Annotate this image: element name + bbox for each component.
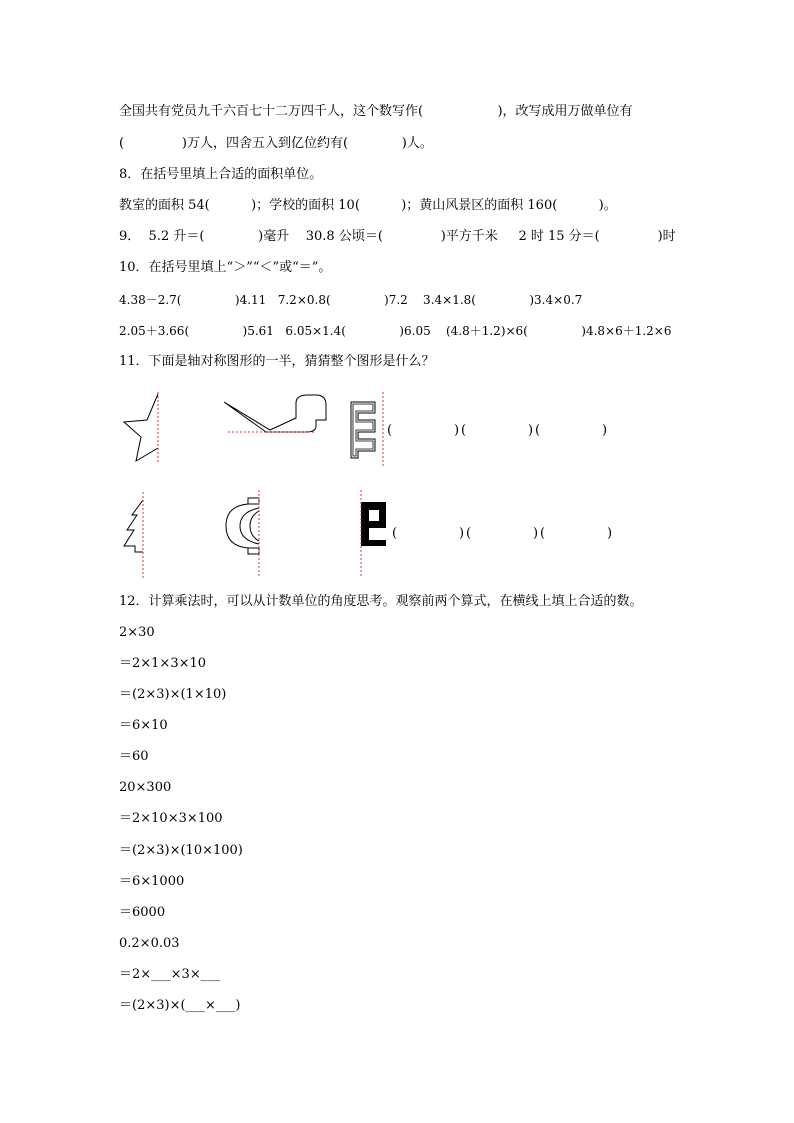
q12-line: ＝(2×3)×(1×10) [119,687,227,702]
q12-fill-line[interactable]: ＝(2×3)×(___×___) [119,998,241,1013]
half-bold-glyph-figure [361,490,386,578]
q12-line: ＝6×1000 [119,874,185,889]
q12-line: 0.2×0.03 [119,936,180,951]
half-tree-figure [124,492,143,578]
q12-heading: 12．计算乘法时，可以从计数单位的角度思考。观察前两个算式，在横线上填上合适的数。 [119,594,643,609]
q11-blank-6[interactable]: ( ) [540,526,613,541]
half-e-shape-figure [351,392,383,466]
q11-blank-5[interactable]: ( ) [466,526,539,541]
half-lantern-figure [226,490,259,578]
q12-line: 20×300 [119,780,172,795]
q9-line: 9． 5.2 升＝( )毫升 30.8 公顷＝( )平方千米 2 时 15 分＝( )时 [119,229,676,244]
q12-line: ＝2×1×3×10 [119,656,207,671]
q11-heading: 11．下面是轴对称图形的一半，猜猜整个图形是什么？ [119,354,435,369]
q12-line: ＝2×10×3×100 [119,811,223,826]
q7-line-1: 全国共有党员九千六百七十二万四千人，这个数写作( )，改写成用万做单位有 [119,104,633,119]
q11-blank-3[interactable]: ( ) [535,423,608,438]
q12-line: 2×30 [119,625,155,640]
q10-row-2: 2.05＋3.66( )5.61 6.05×1.4( )6.05 (4.8＋1.2)×6( )4.8×6＋1.2×6 [119,324,672,338]
q12-line: ＝6000 [119,905,166,920]
half-boot-figure [224,395,326,432]
q11-blank-4[interactable]: ( ) [392,526,465,541]
q12-fill-line[interactable]: ＝2×___×3×___ [119,967,221,982]
q8-line: 教室的面积 54( )；学校的面积 10( )；黄山风景区的面积 160( )。 [119,198,617,213]
q10-row-1: 4.38－2.7( )4.11 7.2×0.8( )7.2 3.4×1.8( )3.4×0.7 [119,293,583,307]
q7-line-2: ( )万人，四舍五入到亿位约有( )人。 [119,136,433,151]
q8-heading: 8．在括号里填上合适的面积单位。 [119,167,323,182]
q11-blank-2[interactable]: ( ) [461,423,534,438]
q12-line: ＝(2×3)×(10×100) [119,843,243,858]
q12-line: ＝60 [119,749,149,764]
q11-blank-1[interactable]: ( ) [387,423,460,438]
q10-heading: 10．在括号里填上“＞”“＜”或“＝”。 [119,260,332,275]
half-star-figure [124,392,158,464]
q12-line: ＝6×10 [119,718,168,733]
